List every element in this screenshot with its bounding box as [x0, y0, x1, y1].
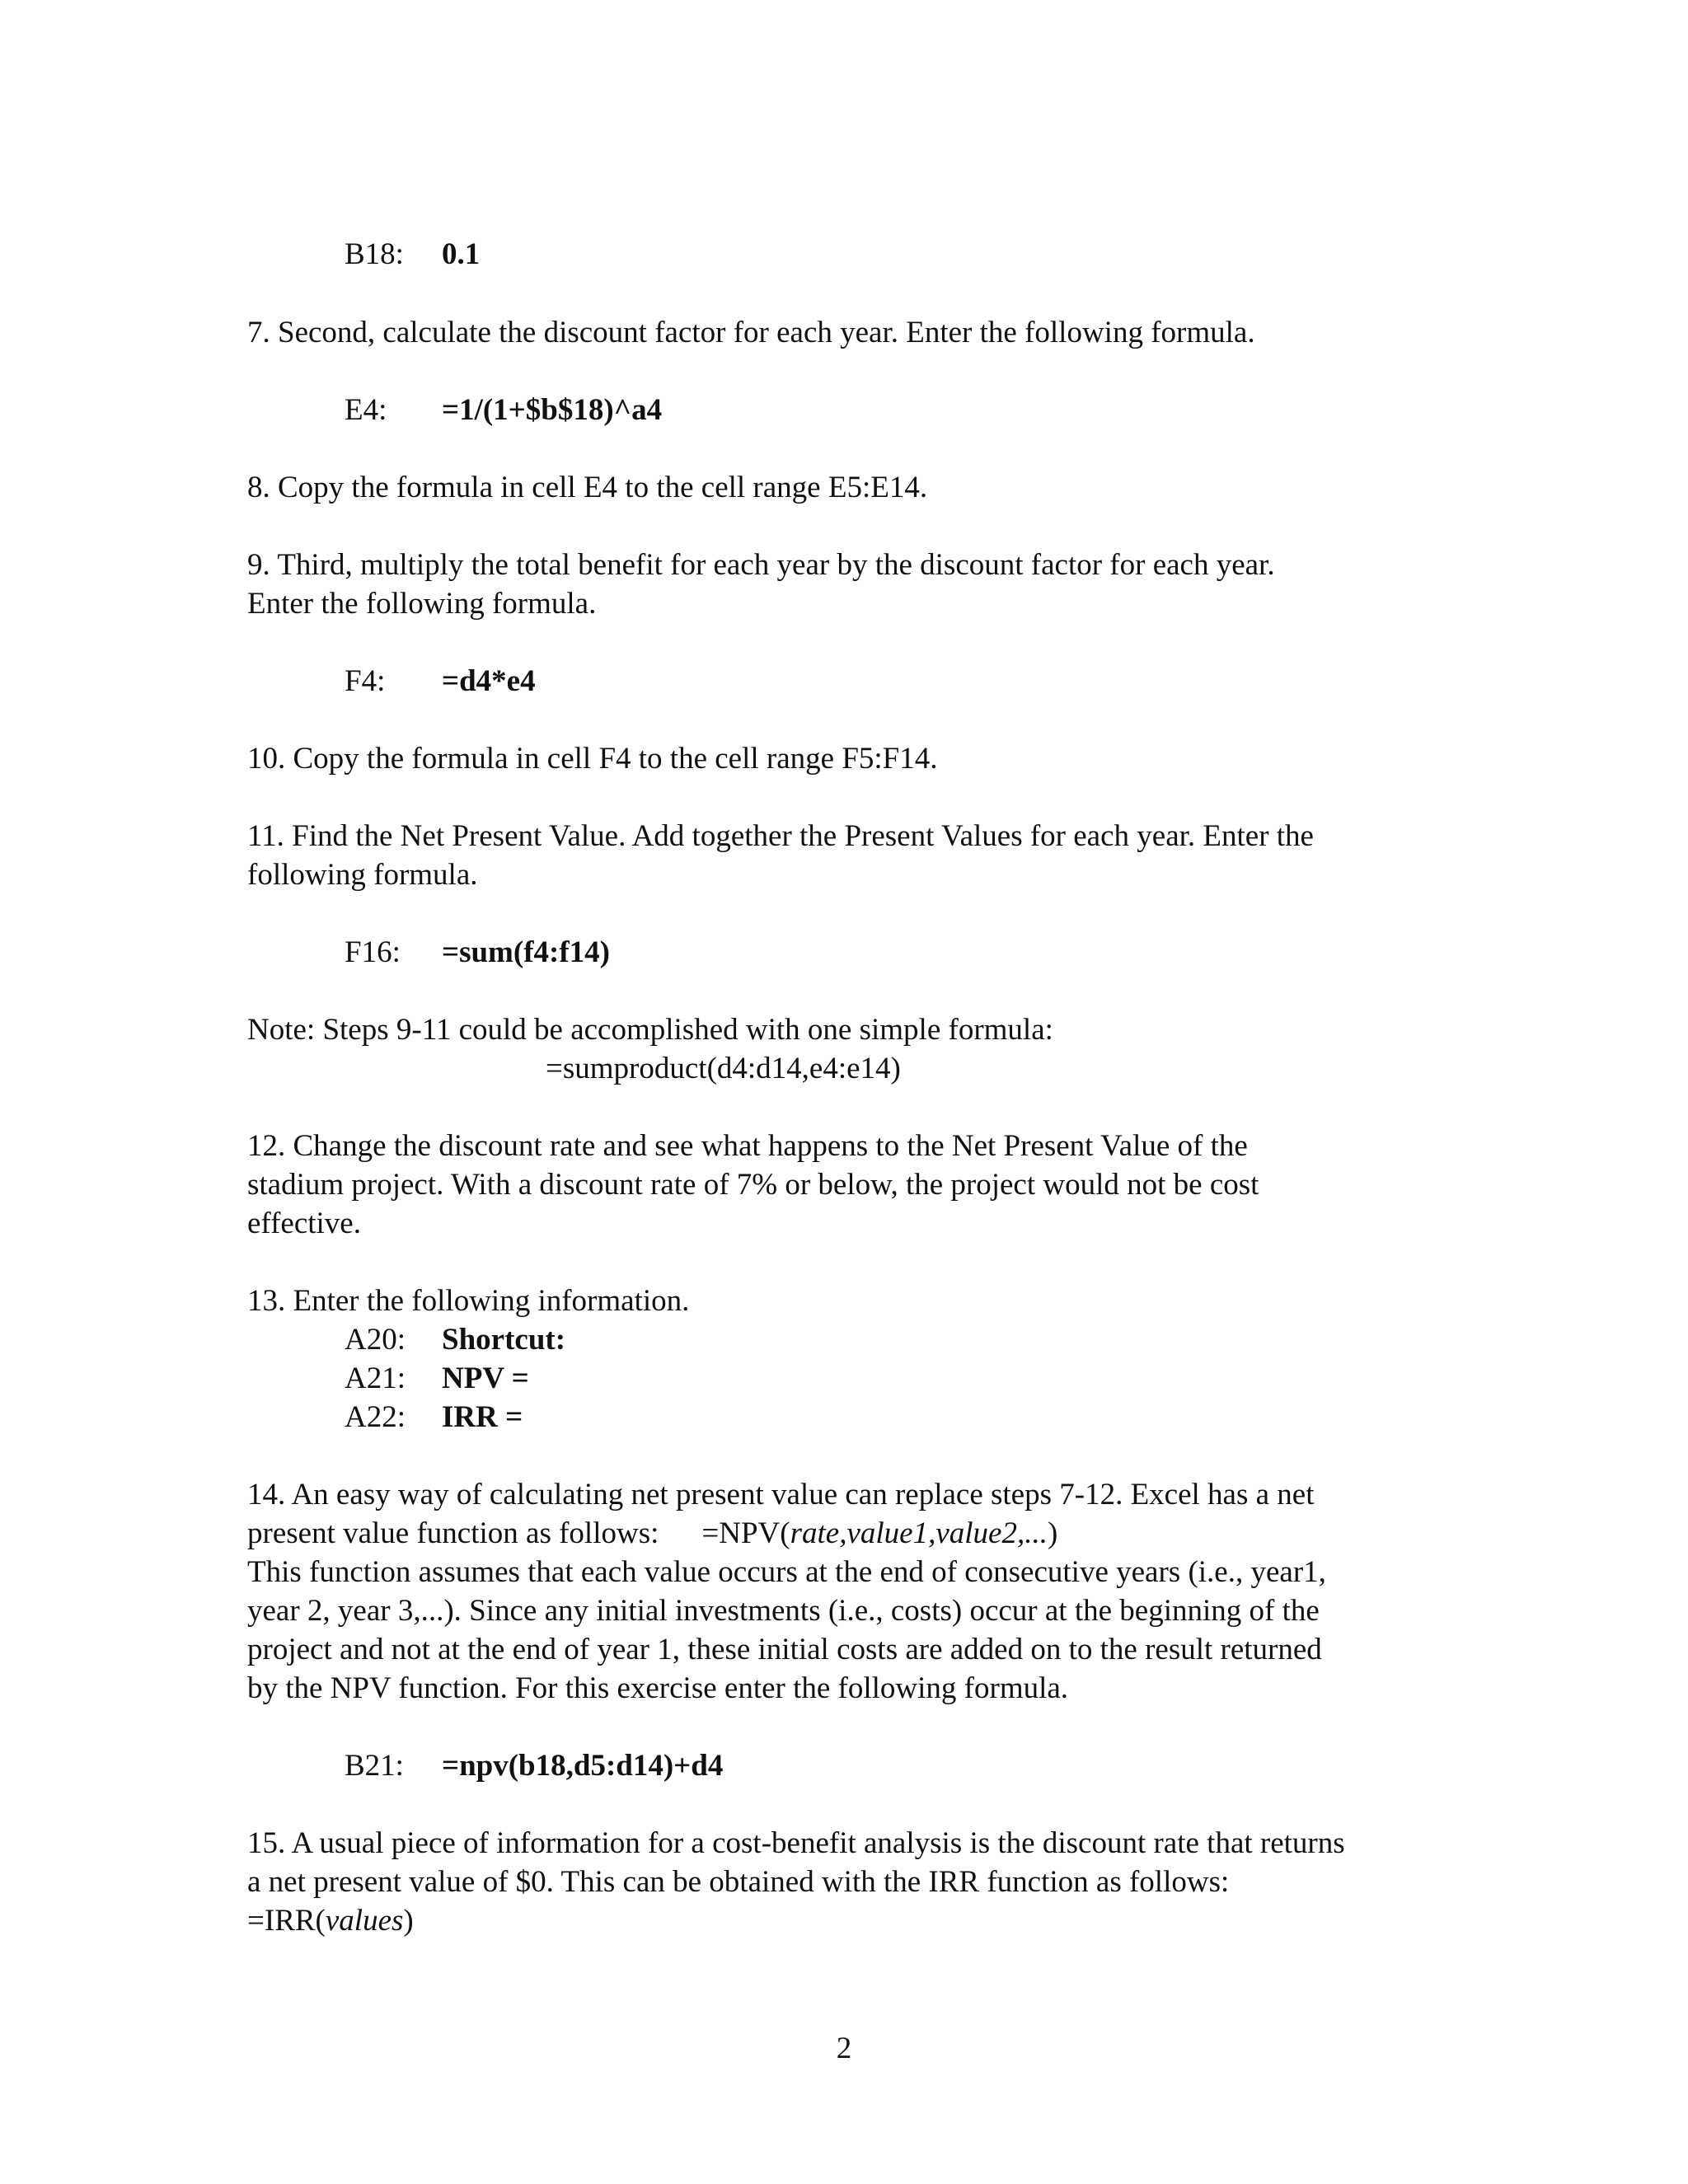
cell-reference: B21:: [345, 1749, 404, 1783]
step-15-line-2: a net present value of $0. This can be obtained with the IRR function as follows:: [247, 1865, 1230, 1899]
step-15-line-3: [247, 1901, 1451, 1940]
step-8: 8. Copy the formula in cell E4 to the cell range E5:E14.: [247, 471, 928, 504]
cell-entry-a22: [345, 1398, 523, 1436]
cell-entry-f16: [345, 933, 610, 972]
step-11: [247, 817, 1451, 894]
cell-entry-e4: [345, 391, 662, 429]
cell-reference: F16:: [345, 935, 401, 969]
irr-function-close: ): [403, 1904, 414, 1938]
cell-reference: E4:: [345, 393, 387, 427]
cell-entry-b21: [345, 1746, 723, 1785]
cell-reference: A21:: [345, 1361, 406, 1395]
step-14-line-6: by the NPV function. For this exercise enter the following formula.: [247, 1671, 1069, 1705]
irr-function-name: =IRR(: [247, 1904, 326, 1938]
npv-function-name: =NPV(: [701, 1516, 790, 1550]
step-9: [247, 546, 1451, 623]
cell-reference: A22:: [345, 1400, 406, 1434]
note-line: Note: Steps 9-11 could be accomplished with one simple formula:: [247, 1013, 1053, 1047]
npv-function-close: ): [1047, 1516, 1058, 1550]
step-14-line-2: [247, 1514, 1451, 1553]
cell-value: Shortcut:: [442, 1323, 566, 1357]
step-9-line-2: Enter the following formula.: [247, 587, 597, 621]
step-14: [247, 1475, 1451, 1708]
step-14-line-5: project and not at the end of year 1, these initial costs are added on to the result returned: [247, 1633, 1322, 1666]
cell-value: NPV =: [442, 1361, 529, 1395]
step-12: [247, 1127, 1451, 1243]
cell-entry-f4: [345, 662, 536, 701]
cell-reference: B18:: [345, 237, 404, 271]
step-14-line-3: This function assumes that each value occurs at the end of consecutive years (i.e., year1,: [247, 1555, 1326, 1589]
step-14-line-4: year 2, year 3,...). Since any initial investments (i.e., costs) occur at the beginning of the: [247, 1594, 1320, 1628]
cell-formula: =d4*e4: [442, 664, 536, 698]
step-14-line-1: 14. An easy way of calculating net present value can replace steps 7-12. Excel has a net: [247, 1478, 1315, 1511]
step-10: 10. Copy the formula in cell F4 to the cell range F5:F14.: [247, 742, 938, 776]
step-12-line-2: stadium project. With a discount rate of 7% or below, the project would not be cost: [247, 1168, 1259, 1202]
step-9-line-1: 9. Third, multiply the total benefit for each year by the discount factor for each year.: [247, 548, 1275, 582]
step-12-line-3: effective.: [247, 1207, 361, 1240]
cell-reference: A20:: [345, 1323, 406, 1357]
cell-formula: =npv(b18,d5:d14)+d4: [442, 1749, 724, 1783]
cell-reference: F4:: [345, 664, 386, 698]
step-15: [247, 1824, 1451, 1940]
step-12-line-1: 12. Change the discount rate and see what happens to the Net Present Value of the: [247, 1129, 1248, 1163]
step-13: 13. Enter the following information.: [247, 1284, 690, 1318]
cell-entry-b18: [345, 235, 480, 274]
step-11-line-1: 11. Find the Net Present Value. Add together the Present Values for each year. Enter the: [247, 819, 1314, 853]
cell-value: IRR =: [442, 1400, 523, 1434]
cell-value: 0.1: [442, 237, 481, 271]
note: [247, 1010, 1451, 1088]
note-formula: =sumproduct(d4:d14,e4:e14): [546, 1052, 901, 1085]
step-15-line-1: 15. A usual piece of information for a cost-benefit analysis is the discount rate that returns: [247, 1826, 1345, 1860]
step-11-line-2: following formula.: [247, 858, 478, 892]
cell-formula: =sum(f4:f14): [442, 935, 610, 969]
step-14-line-2-text: present value function as follows:: [247, 1516, 659, 1550]
cell-formula: =1/(1+$b$18)^a4: [442, 393, 663, 427]
cell-entry-a20: [345, 1320, 565, 1359]
npv-function-args: rate,value1,value2,...: [790, 1516, 1048, 1550]
step-7: 7. Second, calculate the discount factor for each year. Enter the following formula.: [247, 316, 1255, 349]
page-number: 2: [836, 2032, 852, 2065]
irr-function-args: values: [325, 1904, 404, 1938]
cell-entry-a21: [345, 1359, 529, 1398]
